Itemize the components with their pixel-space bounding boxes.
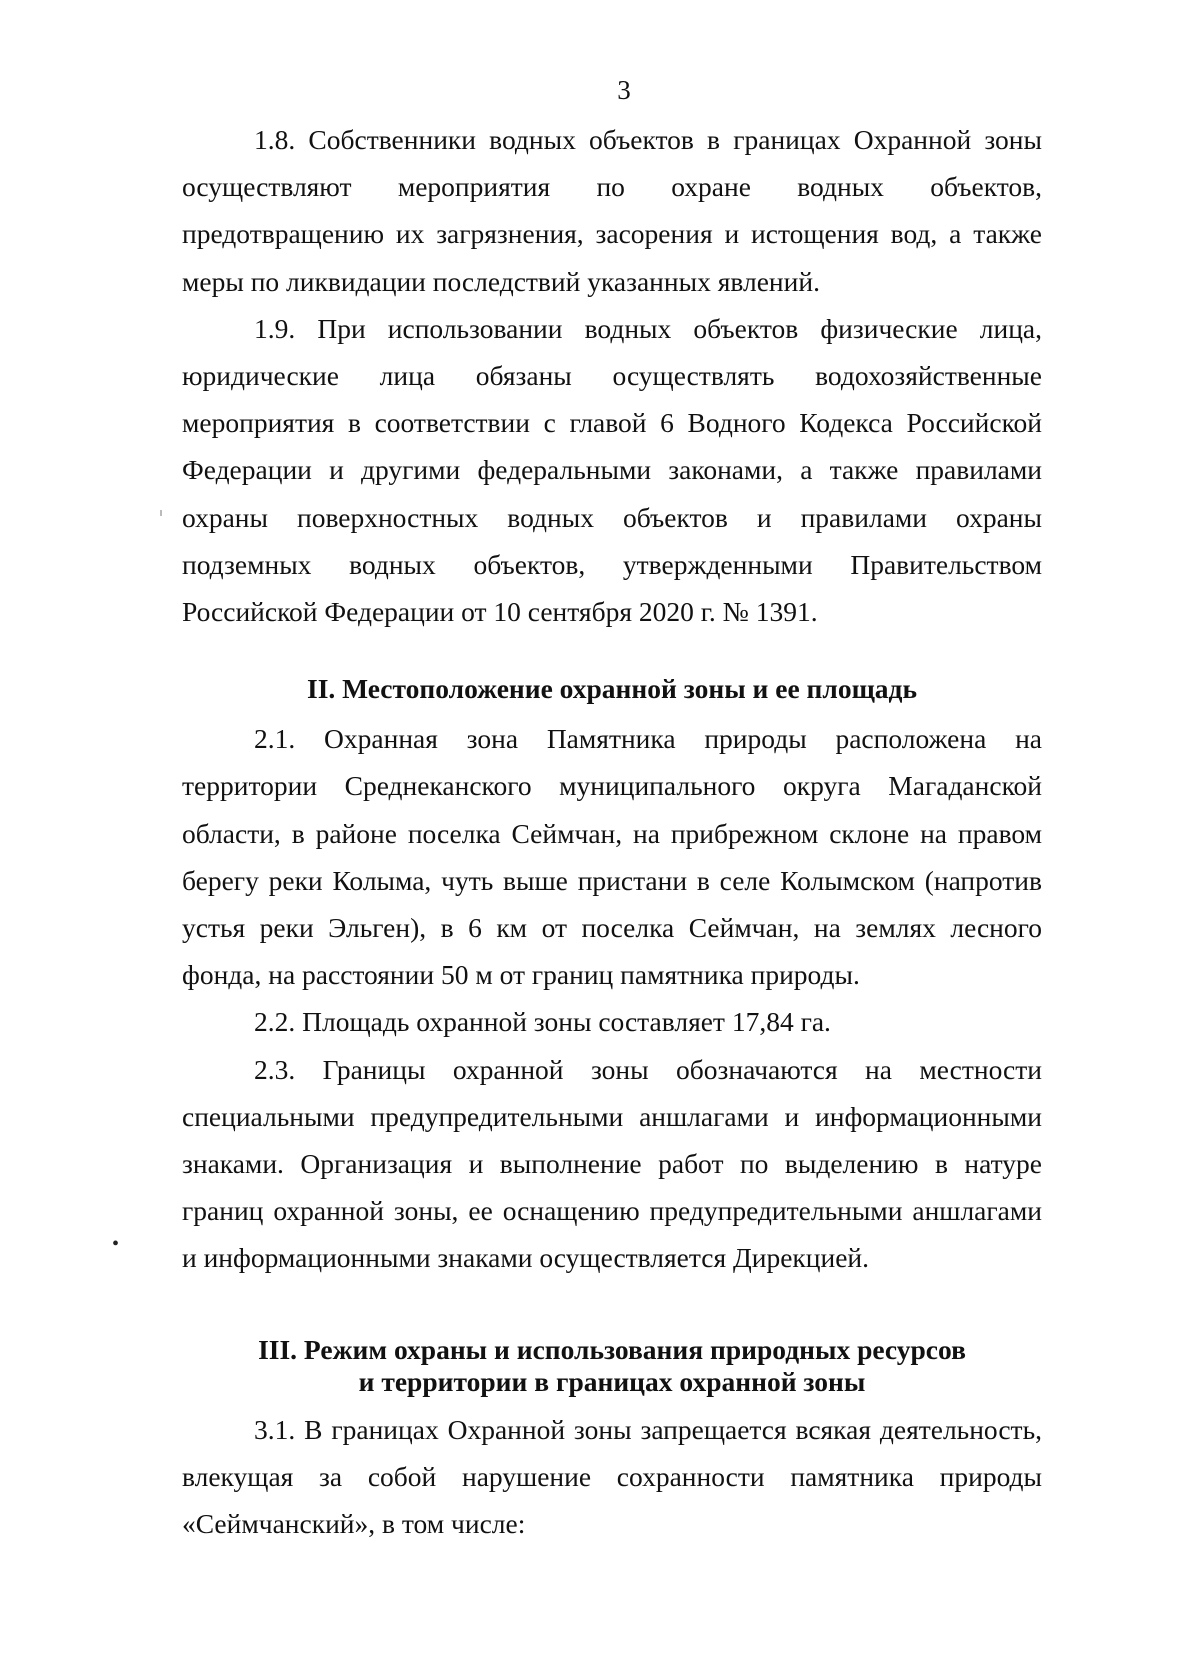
section-3-heading [182,1334,1042,1398]
margin-mark: • [112,1233,120,1255]
scan-speck [160,510,162,516]
paragraph-1-8: 1.8. Собственники водных объектов в границах Охранной зоны осуществляют мероприятия по охране водных объектов, предотвращению их загрязнения, засорения и истощения вод, а также меры по ликвидации последствий указанных явлений. [182,124,1042,297]
paragraph-1-9: 1.9. При использовании водных объектов физические лица, юридические лица обязаны осуществлять водохозяйственные мероприятия в соответствии с главой 6 Водного Кодекса Российской Федерации и другими федеральными законами, а также правилами охраны поверхностных водных объектов и правилами охраны подземных водных объектов, утвержденными Правительством Российской Федерации от 10 сентября 2020 г. № 1391. [182,312,1042,628]
section-3-heading-line-2: и территории в границах охранной зоны [358,1365,866,1397]
paragraph-3-1: 3.1. В границах Охранной зоны запрещается всякая деятельность, влекущая за собой нарушение сохранности памятника природы «Сеймчанский», в том числе: [182,1413,1042,1540]
paragraph-2-2: 2.2. Площадь охранной зоны составляет 17,84 га. [254,1006,831,1038]
paragraph-2-3: 2.3. Границы охранной зоны обозначаются на местности специальными предупредительными аншлагами и информационными знаками. Организация и выполнение работ по выделению в натуре границ охранной зоны, ее оснащению предупредительными аншлагами и информационными знаками осуществляется Дирекцией. [182,1053,1042,1274]
section-3-heading-line-1: III. Режим охраны и использования природных ресурсов [258,1333,966,1365]
document-body [182,116,1042,1547]
page-number: 3 [617,75,631,105]
paragraph-2-1: 2.1. Охранная зона Памятника природы расположена на территории Среднеканского муниципального округа Магаданской области, в районе поселка Сеймчан, на прибрежном склоне на правом берегу реки Колыма, чуть выше пристани в селе Колымском (напротив устья реки Эльген), в 6 км от поселка Сеймчан, на землях лесного фонда, на расстоянии 50 м от границ памятника природы. [182,723,1042,991]
section-2-heading: II. Местоположение охранной зоны и ее площадь [307,673,917,705]
